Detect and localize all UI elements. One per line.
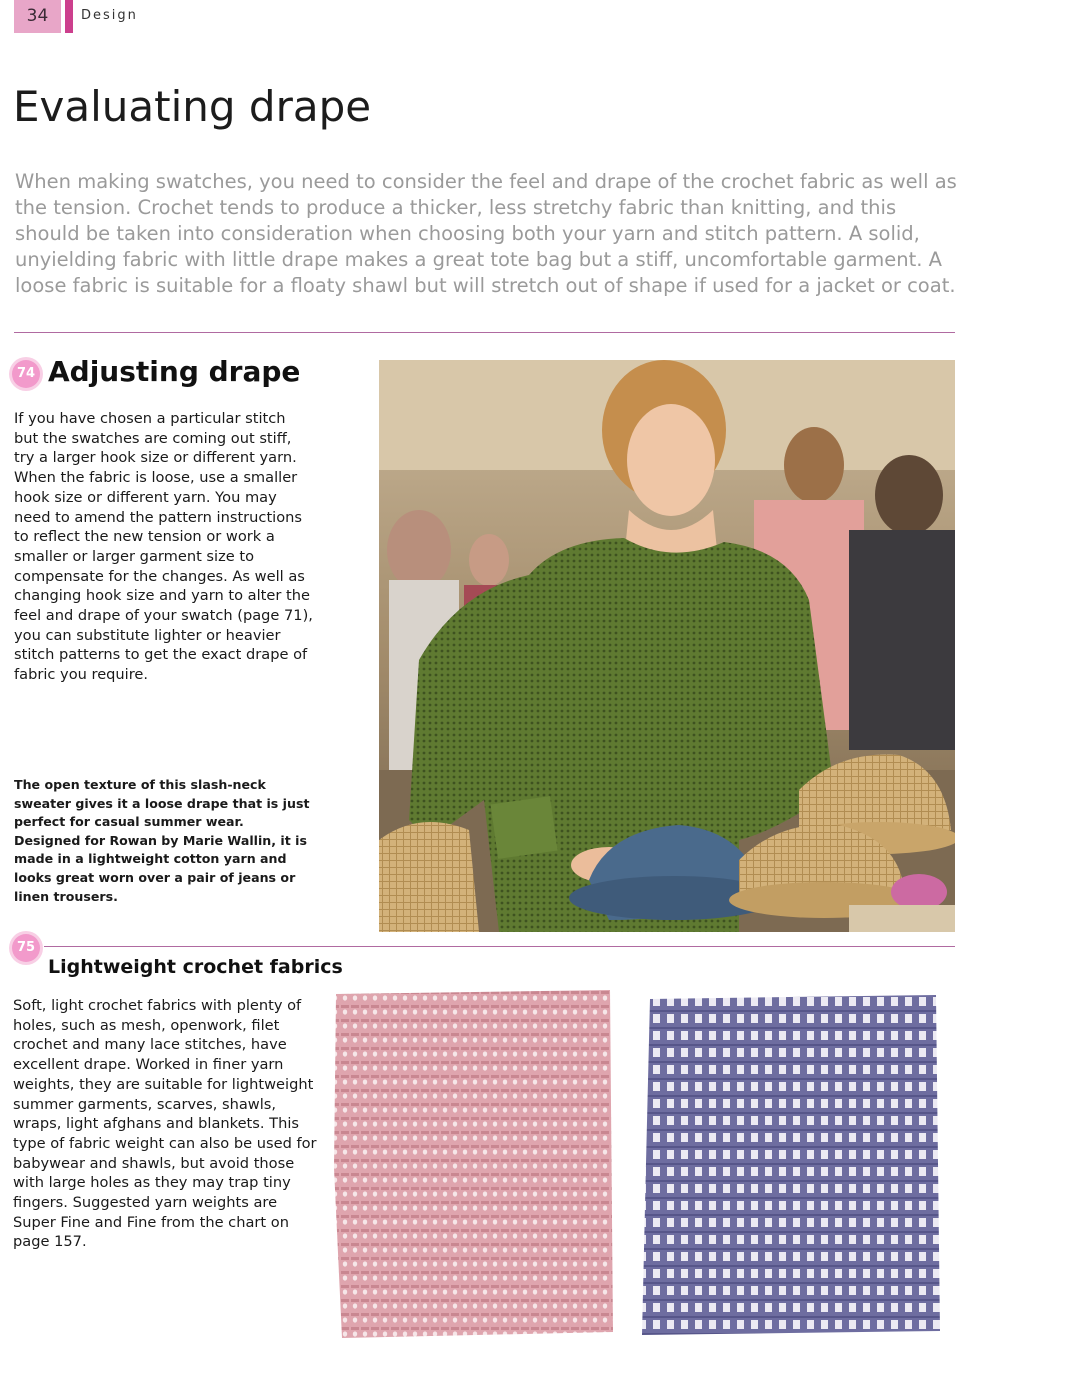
sweater-photo-illustration	[379, 360, 955, 932]
tip-number-badge: 74	[12, 360, 40, 388]
photo-caption: The open texture of this slash-neck sweater gives it a loose drape that is just perfect for casual summer wear. Designed for Rowan by Marie Wallin, it is made in a lightweight cotton yarn and looks great worn over a pair of jeans or linen trousers.	[14, 777, 310, 904]
pink-swatch-illustration	[330, 988, 615, 1340]
intro-paragraph: When making swatches, you need to consider the feel and drape of the crochet fabric as well as the tension. Crochet tends to produce a thicker, less stretchy fabric than knitting, and this should be taken into consideration when choosing both your yarn and stitch pattern. A solid, unyielding fabric with little drape makes a great tote bag but a stiff, uncomfortable garment. A loose fabric is suitable for a floaty shawl but will stretch out of shape if used for a jacket or coat.	[15, 170, 957, 297]
tip-heading-lightweight-fabrics: Lightweight crochet fabrics	[48, 956, 343, 978]
page-title: Evaluating drape	[13, 82, 372, 131]
divider-tip-75	[44, 946, 955, 947]
section-label: Design	[81, 8, 138, 23]
header-accent-bar	[65, 0, 73, 33]
purple-swatch-illustration	[636, 993, 944, 1338]
purple-crochet-swatch	[636, 993, 944, 1338]
page-number: 34	[26, 6, 49, 26]
sweater-photo	[379, 360, 955, 932]
divider-top	[14, 332, 955, 333]
tip-body-adjusting-drape: If you have chosen a particular stitch but the swatches are coming out stiff, try a larger hook size or different yarn. When the fabric is loose, use a smaller hook size or different yarn. You may need to amend the pattern instructions to reflect the new tension or work a smaller or larger garment size to compensate for the changes. As well as changing hook size and yarn to alter the feel and drape of your swatch (page 71), you can substitute lighter or heavier stitch patterns to get the exact drape of fabric you require.	[14, 410, 313, 684]
tip-heading-adjusting-drape: Adjusting drape	[48, 355, 301, 388]
tip-number-badge-75: 75	[12, 934, 40, 962]
pink-crochet-swatch	[330, 988, 615, 1340]
tip-body-lightweight-fabrics: Soft, light crochet fabrics with plenty of holes, such as mesh, openwork, filet crochet and many lace stitches, have excellent drape. Worked in finer yarn weights, they are suitable for lightweight summer garments, scarves, shawls, wraps, light afghans and blankets. This type of fabric weight can also be used for babywear and shawls, but avoid those with large holes as they may trap tiny fingers. Suggested yarn weights are Super Fine and Fine from the chart on page 157.	[13, 997, 317, 1251]
